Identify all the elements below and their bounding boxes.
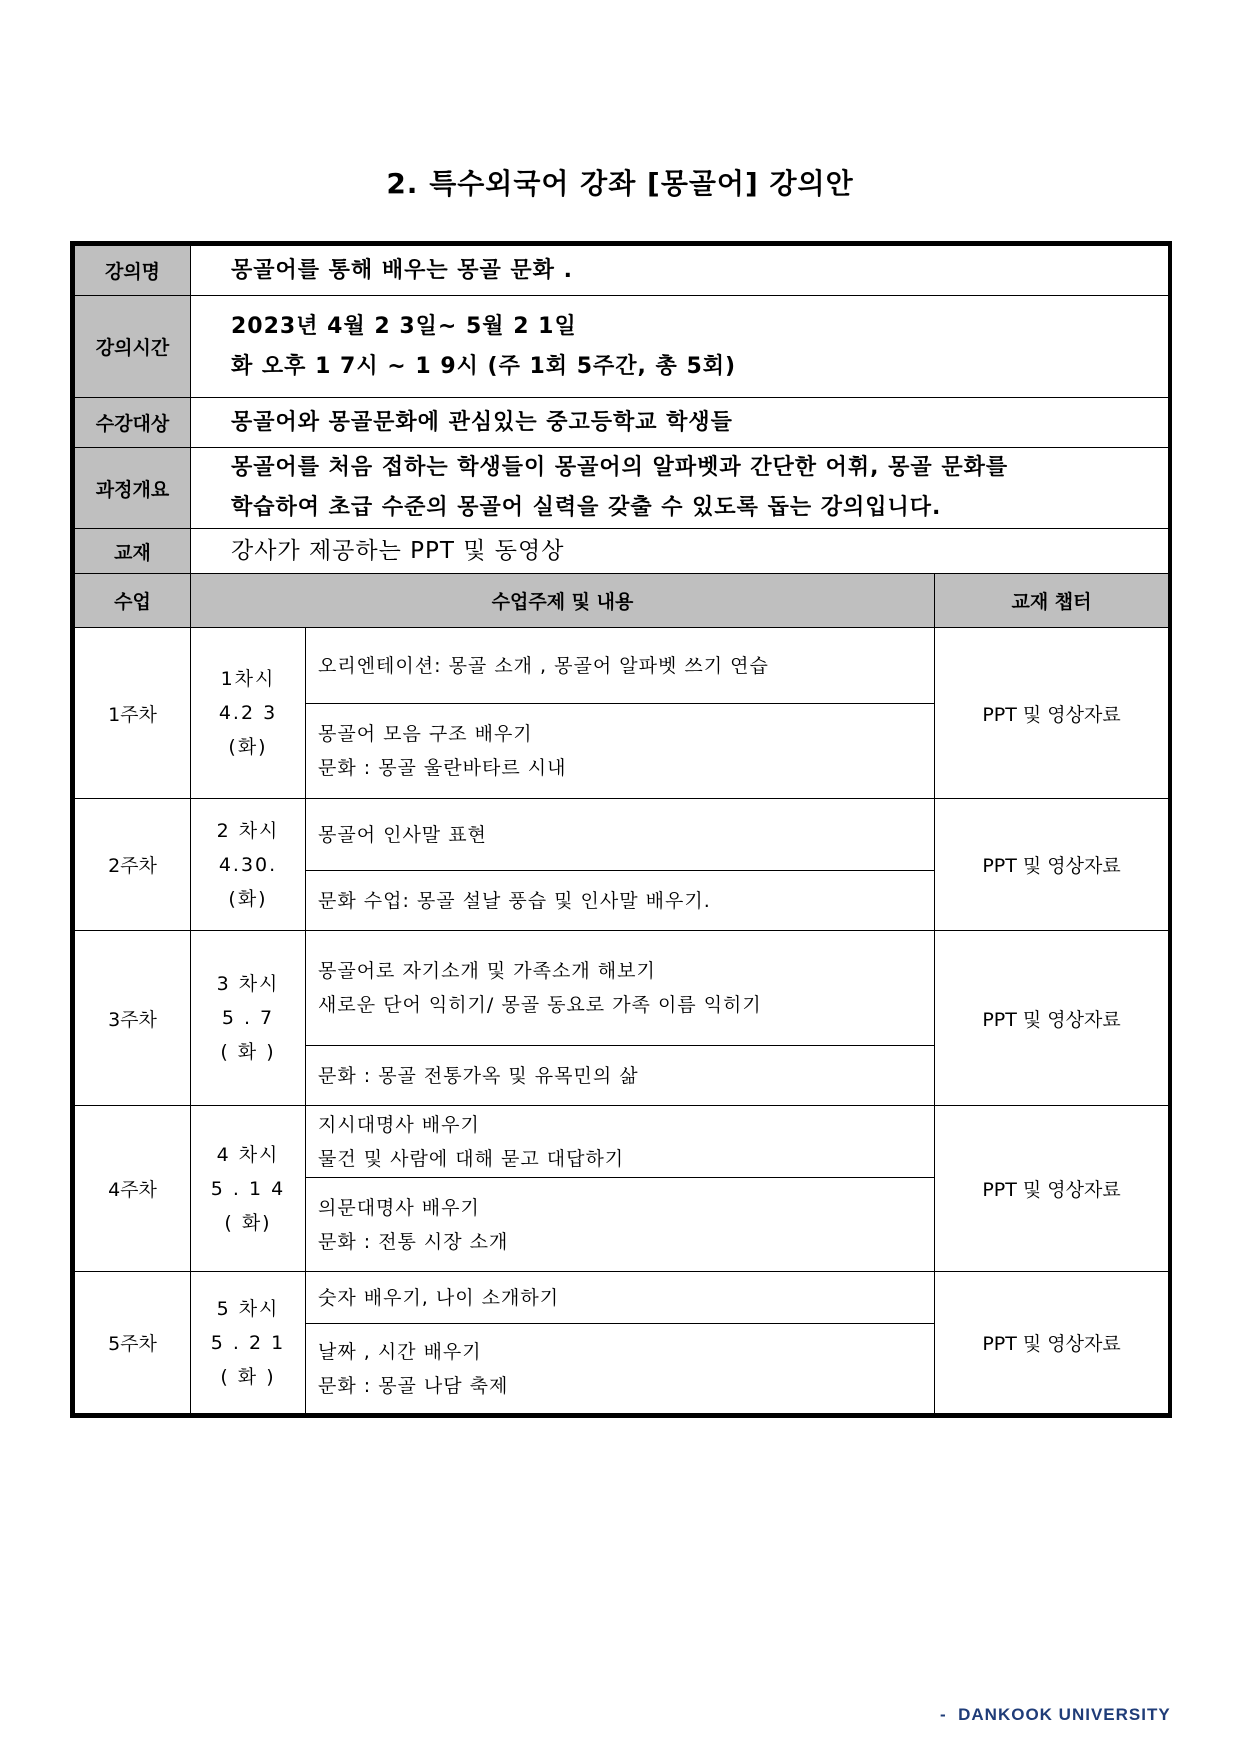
topic-line: 문화 : 전통 시장 소개 — [318, 1230, 509, 1253]
overview-value — [191, 448, 1169, 529]
topic-header: 수업주제 및 내용 — [191, 574, 935, 628]
session-number: 1차시 — [220, 668, 276, 690]
topic-line: 지시대명사 배우기 — [318, 1113, 480, 1136]
chapter-cell: PPT 및 영상자료 — [935, 799, 1169, 931]
session-date: 4.2 3 — [218, 702, 278, 724]
week-label: 4주차 — [75, 1106, 191, 1272]
schedule-line: 화 오후 1 7시 ~ 1 9시 (주 1회 5주간, 총 5회) — [231, 353, 737, 379]
week-row — [75, 1272, 1169, 1324]
topic-line: 의문대명사 배우기 — [318, 1196, 480, 1219]
overview-row — [75, 448, 1169, 529]
week-label: 1주차 — [75, 628, 191, 799]
lesson-header: 수업 — [75, 574, 191, 628]
textbook-row — [75, 529, 1169, 574]
week-label: 5주차 — [75, 1272, 191, 1414]
topic-cell — [306, 1324, 935, 1414]
textbook-value: 강사가 제공하는 PPT 및 동영상 — [191, 529, 1169, 574]
course-name-label: 강의명 — [75, 246, 191, 296]
overview-line: 몽골어를 처음 접하는 학생들이 몽골어의 알파벳과 간단한 어휘, 몽골 문화를 — [231, 455, 1009, 480]
session-day: ( 화 ) — [220, 1365, 276, 1388]
footer-university: - DANKOOK UNIVERSITY — [940, 1705, 1171, 1724]
overview-label: 과정개요 — [75, 448, 191, 529]
session-cell — [191, 799, 306, 931]
week-label: 3주차 — [75, 931, 191, 1106]
topic-line: 오리엔테이션: 몽골 소개 , 몽골어 알파벳 쓰기 연습 — [318, 654, 769, 677]
topic-line: 몽골어 모음 구조 배우기 — [318, 723, 533, 745]
session-date: 5 . 1 4 — [210, 1177, 286, 1200]
session-day: ( 화 ) — [220, 1041, 276, 1063]
topic-cell — [306, 799, 935, 871]
course-name-row — [75, 246, 1169, 296]
topic-line: 문화 수업: 몽골 설날 풍습 및 인사말 배우기. — [318, 889, 711, 912]
session-day: (화) — [228, 887, 268, 910]
session-number: 4 차시 — [216, 1143, 280, 1166]
session-day: ( 화) — [224, 1211, 272, 1234]
schedule-line: 2023년 4월 2 3일~ 5월 2 1일 — [231, 313, 577, 339]
topic-line: 문화 : 몽골 울란바타르 시내 — [318, 757, 567, 779]
topic-cell — [306, 628, 935, 704]
topic-line: 물건 및 사람에 대해 묻고 대답하기 — [318, 1147, 625, 1170]
course-name-value: 몽골어를 통해 배우는 몽골 문화 . — [191, 246, 1169, 296]
topic-cell — [306, 1178, 935, 1272]
target-label: 수강대상 — [75, 398, 191, 448]
topic-cell — [306, 1046, 935, 1106]
topic-cell — [306, 931, 935, 1046]
page-title: 2. 특수외국어 강좌 [몽골어] 강의안 — [386, 167, 854, 200]
week-row — [75, 799, 1169, 871]
week-row — [75, 931, 1169, 1046]
session-number: 2 차시 — [216, 819, 280, 842]
session-number: 3 차시 — [216, 973, 280, 995]
session-cell — [191, 931, 306, 1106]
textbook-label: 교재 — [75, 529, 191, 574]
week-row — [75, 628, 1169, 704]
topic-line: 숫자 배우기, 나이 소개하기 — [318, 1286, 560, 1309]
session-cell — [191, 628, 306, 799]
schedule-value — [191, 296, 1169, 398]
chapter-header: 교재 챕터 — [935, 574, 1169, 628]
target-value: 몽골어와 몽골문화에 관심있는 중고등학교 학생들 — [191, 398, 1169, 448]
topic-line: 몽골어 인사말 표현 — [318, 823, 487, 846]
session-cell — [191, 1106, 306, 1272]
schedule-label: 강의시간 — [75, 296, 191, 398]
chapter-cell: PPT 및 영상자료 — [935, 1106, 1169, 1272]
session-date: 4.30. — [218, 853, 278, 876]
topic-line: 문화 : 몽골 전통가옥 및 유목민의 삶 — [318, 1064, 639, 1087]
topic-line: 문화 : 몽골 나담 축제 — [318, 1374, 509, 1397]
topic-line: 새로운 단어 익히기/ 몽골 동요로 가족 이름 익히기 — [318, 994, 762, 1016]
chapter-cell: PPT 및 영상자료 — [935, 1272, 1169, 1414]
topic-cell — [306, 871, 935, 931]
topic-cell — [306, 1272, 935, 1324]
session-date: 5 . 7 — [221, 1007, 275, 1029]
session-cell — [191, 1272, 306, 1414]
chapter-cell: PPT 및 영상자료 — [935, 628, 1169, 799]
session-number: 5 차시 — [216, 1297, 280, 1320]
chapter-cell: PPT 및 영상자료 — [935, 931, 1169, 1106]
column-header-row — [75, 574, 1169, 628]
topic-line: 날짜 , 시간 배우기 — [318, 1340, 482, 1363]
session-day: (화) — [228, 736, 268, 758]
overview-line: 학습하여 초급 수준의 몽골어 실력을 갖출 수 있도록 돕는 강의입니다. — [231, 495, 942, 520]
session-date: 5 . 2 1 — [210, 1331, 286, 1354]
syllabus-table — [70, 241, 1172, 1418]
target-row — [75, 398, 1169, 448]
topic-line: 몽골어로 자기소개 및 가족소개 해보기 — [318, 960, 656, 982]
schedule-row — [75, 296, 1169, 398]
topic-cell — [306, 704, 935, 799]
week-label: 2주차 — [75, 799, 191, 931]
topic-cell — [306, 1106, 935, 1178]
week-row — [75, 1106, 1169, 1178]
